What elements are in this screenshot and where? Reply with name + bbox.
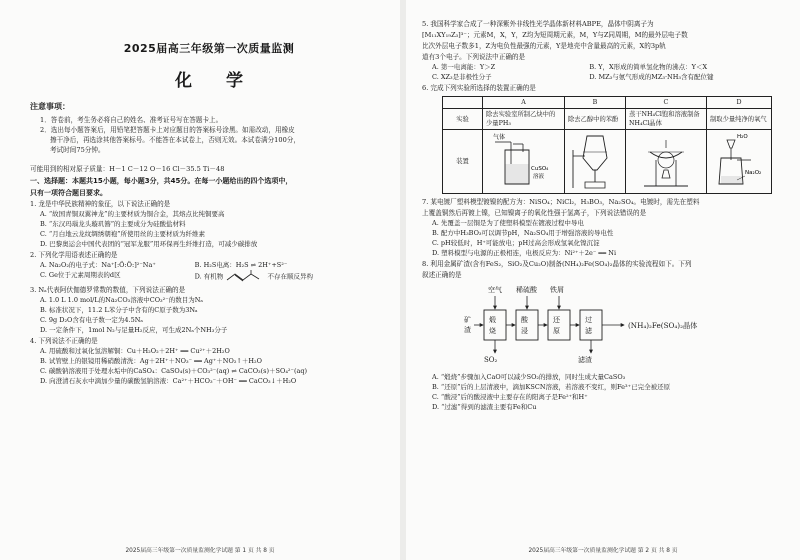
q6-apparatus-table — [442, 96, 772, 194]
q5-options-ab — [422, 62, 786, 72]
feed-label-1: 矿 — [464, 316, 471, 324]
step-acid-box — [516, 310, 538, 340]
q6-col-a: A — [483, 97, 565, 109]
q2-d-text-post: 不存在顺反异构 — [267, 272, 313, 281]
q8-process-flowchart — [428, 282, 786, 370]
q6-device-c — [625, 130, 706, 194]
input-dilute-acid: 稀硫酸 — [516, 286, 537, 294]
q4-option-b: B. 试管壁上的银镜用稀硝酸清洗：Ag＋2H⁺＋NO₃⁻ ══ Ag⁺＋NO₂↑＋H₂O — [40, 357, 262, 365]
step-calcine-2: 烧 — [489, 327, 496, 335]
separatory-funnel-icon — [565, 130, 625, 190]
cuso4-label: CuSO₄ — [531, 166, 549, 172]
step-filter-2: 滤 — [585, 327, 592, 335]
question-8-stem-2: 叙述正确的是 — [422, 271, 462, 279]
note-line-3: 擦干净后，再选涂其他答案标号。不能答在本试卷上，否则无效。本试卷满分100分， — [50, 136, 300, 144]
step-reduce-1: 还 — [553, 316, 560, 324]
q2-a-text-post: ]²⁻Na⁺ — [134, 261, 156, 269]
q7-option-d: D. 塑料模型与电源的正极相连，电极反应为：Ni²⁺＋2e⁻ ══ Ni — [432, 249, 617, 257]
input-iron-filings: 铁屑 — [550, 286, 564, 294]
q5-option-a: A. 第一电离能：Y＞Z — [432, 63, 496, 71]
q6-row-experiment: 实验 — [443, 109, 483, 130]
section-heading-1: 一、选择题：本题共15小题，每小题3分，共45分。在每一小题给出的四个选项中， — [30, 177, 293, 185]
subject-title: 化 学 — [175, 71, 257, 91]
q2-option-d — [195, 270, 388, 284]
q7-option-b: B. 配方中H₃BO₃可以调节pH，Na₂SO₄用于增强溶液的导电性 — [432, 229, 614, 237]
q5-option-b: B. Y，X形成的简单氢化物的沸点：Y＜X — [589, 63, 708, 71]
q2-d-text-pre: D. 有机物 — [194, 272, 224, 281]
q4-option-d: D. 向澄清石灰水中滴加少量的碳酸氢钠溶液：Ca²⁺＋HCO₃⁻＋OH⁻ ══ CaCO₃↓＋H₂O — [40, 377, 297, 385]
question-2-stem: 2. 下列化学用语表述正确的是 — [30, 251, 118, 259]
step-calcine-1: 煅 — [489, 316, 496, 324]
step-filter-box — [580, 310, 602, 340]
q7-option-c: C. pH较低时，H⁺可能放电；pH过高会形成氢氧化镍沉淀 — [432, 239, 600, 247]
question-1-stem: 1. 龙是中华民族精神的象征，以下说法正确的是 — [30, 200, 171, 208]
q6-col-b: B — [564, 97, 625, 109]
output-so2: SO₂ — [484, 356, 498, 364]
step-acid-2: 浸 — [521, 327, 528, 335]
q2-a-electron-dots: :Ö:Ö: — [116, 261, 135, 269]
note-line-4: 考试时间75分钟。 — [50, 146, 105, 154]
q2-option-c: C. Ge位于元素周期表的d区 — [40, 271, 121, 279]
gas-wash-bottle-icon — [489, 130, 557, 190]
q3-option-a: A. 1.0 L 1.0 mol/L的Na₂CO₃溶液中CO₃²⁻的数目为Nₐ — [40, 296, 203, 304]
q8-option-a: A. “煅烧”步骤加入CaO可以减少SO₂的排放，同时生成大量CaSO₃ — [432, 373, 626, 381]
evaporating-dish-icon — [636, 130, 696, 190]
note-line-1: 1．答卷前，考生务必将自己的姓名、准考证号写在答题卡上。 — [40, 116, 223, 124]
q1-option-b: B. “东汉玛瑙龙头璇玑簪”的主要成分为硅酸盐材料 — [40, 220, 186, 228]
q6-exp-c: 蒸干NH₄Cl饱和溶液制备NH₄Cl晶体 — [625, 109, 706, 130]
step-reduce-box — [548, 310, 570, 340]
solution-label: 溶液 — [533, 174, 545, 180]
question-5-stem-4: 道有3个电子。下列说法中正确的是 — [422, 53, 526, 61]
q6-row-device: 装置 — [443, 130, 483, 194]
page-2-footer: 2025届高三年级第一次质量监测化学试题 第 2 页 共 8 页 — [528, 548, 678, 554]
q3-option-c: C. 9g D₂O含有电子数一定为4.5Nₐ — [40, 316, 143, 324]
q6-device-a — [483, 130, 565, 194]
question-7-stem-2: 上覆盖铜然后再镀上镍，已知镍离子的氧化性强于氢离子，下列说法错误的是 — [422, 209, 647, 217]
q8-option-b: B. “还原”后的上层清液中，滴加KSCN溶液，若溶液不变红，则Fe³⁺已完全被还原 — [432, 383, 671, 391]
atomic-masses: 可能用到的相对原子质量：H－1 C－12 O－16 Cl－35.5 Ti－48 — [30, 165, 225, 173]
feed-label-2: 渣 — [464, 326, 471, 334]
q2-options-ab — [30, 260, 388, 270]
output-residue: 滤渣 — [578, 356, 592, 364]
question-6-stem: 6. 完成下列实验所选择的装置正确的是 — [422, 84, 536, 92]
q5-options-cd — [422, 72, 786, 82]
exam-page-2 — [406, 0, 800, 560]
question-5-stem-3: 比次外层电子数多1，Z为电负性最强的元素，Y是地壳中含量最高的元素，X的3p轨 — [422, 42, 666, 50]
q5-option-c: C. XZ₃是非极性分子 — [432, 73, 492, 81]
q1-option-d: D. 巴黎奥运会中国代表团的“冠军龙服”用环保再生纤维打造，可减少碳排放 — [40, 240, 258, 248]
oxygen-generator-icon — [707, 130, 771, 190]
gas-label: 气体 — [493, 134, 506, 141]
step-calcine-box — [484, 310, 506, 340]
page-1-footer: 2025届高三年级第一次质量监测化学试题 第 1 页 共 8 页 — [125, 548, 275, 554]
question-5-stem-1: 5. 我国科学家合成了一种深紫外非线性光学晶体新材料ABPE，晶体中阴离子为 — [422, 20, 654, 28]
q7-option-a: A. 先覆盖一层铜是为了使塑料模型在镀液过程中导电 — [432, 219, 584, 227]
product-label: (NH₄)₂Fe(SO₄)₂晶体 — [628, 321, 698, 330]
question-4-stem: 4. 下列说法不正确的是 — [30, 337, 98, 345]
note-line-2: 2．选出每小题答案后，用铅笔把答题卡上对应题目的答案标号涂黑。如需改动，用橡皮 — [40, 126, 295, 134]
q6-device-d — [706, 130, 771, 194]
q2-option-b: B. H₂S电离：H₂S ⇌ 2H⁺+S²⁻ — [194, 261, 288, 269]
notes-heading: 注意事项： — [30, 102, 70, 111]
section-heading-2: 只有一项符合题目要求。 — [30, 189, 107, 197]
question-3-stem: 3. Nₐ代表阿伏伽德罗常数的数值，下列说法正确的是 — [30, 286, 186, 294]
q3-option-d: D. 一定条件下，1mol N₂与足量H₂反应，可生成2Nₐ个NH₃分子 — [40, 326, 228, 334]
q6-exp-a: 除去实验室所制乙炔中的少量PH₃ — [483, 109, 565, 130]
exam-title: 2025届高三年级第一次质量监测 — [123, 42, 295, 55]
q2-a-text-pre: A. Na₂O₂的电子式：Na⁺[ — [40, 261, 117, 269]
h2o-label: H₂O — [736, 134, 748, 140]
q6-corner-cell — [443, 97, 483, 109]
q6-exp-b: 除去乙醇中的苯酚 — [564, 109, 625, 130]
flowchart-diagram — [428, 282, 788, 370]
q4-option-c: C. 碳酸钠溶液用于处理水垢中的CaSO₄：CaSO₄(s)＋CO₃²⁻(aq) ⇌ CaCO₃(s)＋SO₄²⁻(aq) — [40, 367, 308, 375]
question-8-stem-1: 8. 利用金属矿渣(含有FeS₂，SiO₂及Cu₂O)制备(NH₄)₂Fe(SO₄)₂晶体的实验流程如下。下列 — [422, 260, 692, 268]
q3-option-b: B. 标准状况下，11.2 L苯分子中含有的C原子数为3Nₐ — [40, 306, 198, 314]
q6-col-d: D — [706, 97, 771, 109]
step-reduce-2: 原 — [553, 327, 560, 335]
q6-exp-d: 制取少量纯净的氧气 — [706, 109, 771, 130]
na2o2-label: Na₂O₂ — [744, 170, 762, 176]
step-filter-1: 过 — [585, 316, 592, 324]
q2-option-a — [40, 260, 195, 270]
question-7-stem-1: 7. 某电镀厂塑料模型镀镍的配方为：NiSO₄；NiCl₂，H₃BO₃，Na₂SO₄。电镀时，需先在塑料 — [422, 198, 700, 206]
q6-device-b — [564, 130, 625, 194]
q2-options-cd — [30, 270, 388, 284]
q1-option-c: C. “月白地云龙纹绸绣朝袍”所使用丝的主要材质为纤维素 — [40, 230, 206, 238]
question-5-stem-2: [M₁₁XY₁₉Z₃]³⁻；元素M，X，Y，Z均为短周期元素，M，Y与Z同周期，M的最外层电子数 — [422, 31, 688, 39]
step-acid-1: 酸 — [521, 316, 528, 324]
q4-option-a: A. 用硫酸和过氧化氢溶解铜：Cu＋H₂O₂＋2H⁺ ══ Cu²⁺＋2H₂O — [40, 347, 230, 355]
input-air: 空气 — [488, 286, 502, 294]
q5-option-d: D. MZ₃与氨气形成的MZ₃·NH₃含有配位键 — [589, 73, 714, 81]
q8-option-c: C. “酸浸”后的酸浸液中主要存在的阳离子是Fe²⁺和H⁺ — [432, 393, 588, 401]
q6-col-c: C — [625, 97, 706, 109]
organic-structure-icon — [225, 270, 265, 283]
q1-option-a: A. “故国青铜双翼神龙”的主要材质为铜合金，其熔点比纯铜要高 — [40, 210, 225, 218]
q8-option-d: D. “过滤”得到的滤渣主要有Fe和Cu — [432, 403, 537, 411]
